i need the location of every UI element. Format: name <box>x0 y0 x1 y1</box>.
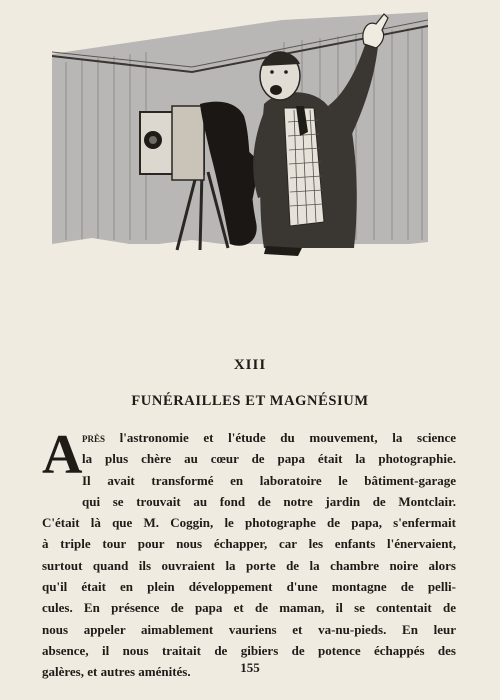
text-line: nous appeler aimablement vauriens et va-nu-pieds. En leur <box>42 621 456 637</box>
text-line: Il avait transformé en laboratoire le bâtiment-garage <box>82 472 456 488</box>
text-line: C'était là que M. Coggin, le photographe de papa, s'enfermait <box>42 515 456 531</box>
illustration-photographer <box>52 12 428 270</box>
chapter-title: FUNÉRAILLES ET MAGNÉSIUM <box>131 393 369 409</box>
text-line <box>42 427 456 448</box>
photographer-drawing <box>52 12 428 270</box>
text-line-content: l'astronomie et l'étude du mouvement, la science <box>105 430 456 445</box>
first-word-small-caps: près <box>82 430 106 445</box>
drop-cap: A <box>42 424 83 486</box>
body-paragraph <box>42 424 456 683</box>
text-line: cules. En présence de papa et de maman, il se contentait de <box>42 600 456 616</box>
page-number: 155 <box>240 660 260 675</box>
text-line: qu'il était en plein développement d'une montagne de pelli- <box>42 579 456 595</box>
text-line: à triple tour pour nous échapper, car les enfants l'énervaient, <box>42 536 456 552</box>
text-line: absence, il nous traitait de gibiers de potence échappés des <box>42 642 456 658</box>
text-line: surtout quand ils ouvraient la porte de la chambre noire alors <box>42 557 456 573</box>
chapter-number: XIII <box>233 357 267 373</box>
text-line: qui se trouvait au fond de notre jardin de Montclair. <box>82 493 456 509</box>
text-line: la plus chère au cœur de papa était la photographie. <box>82 451 456 467</box>
text-line: galères, et autres aménités. <box>42 664 191 680</box>
